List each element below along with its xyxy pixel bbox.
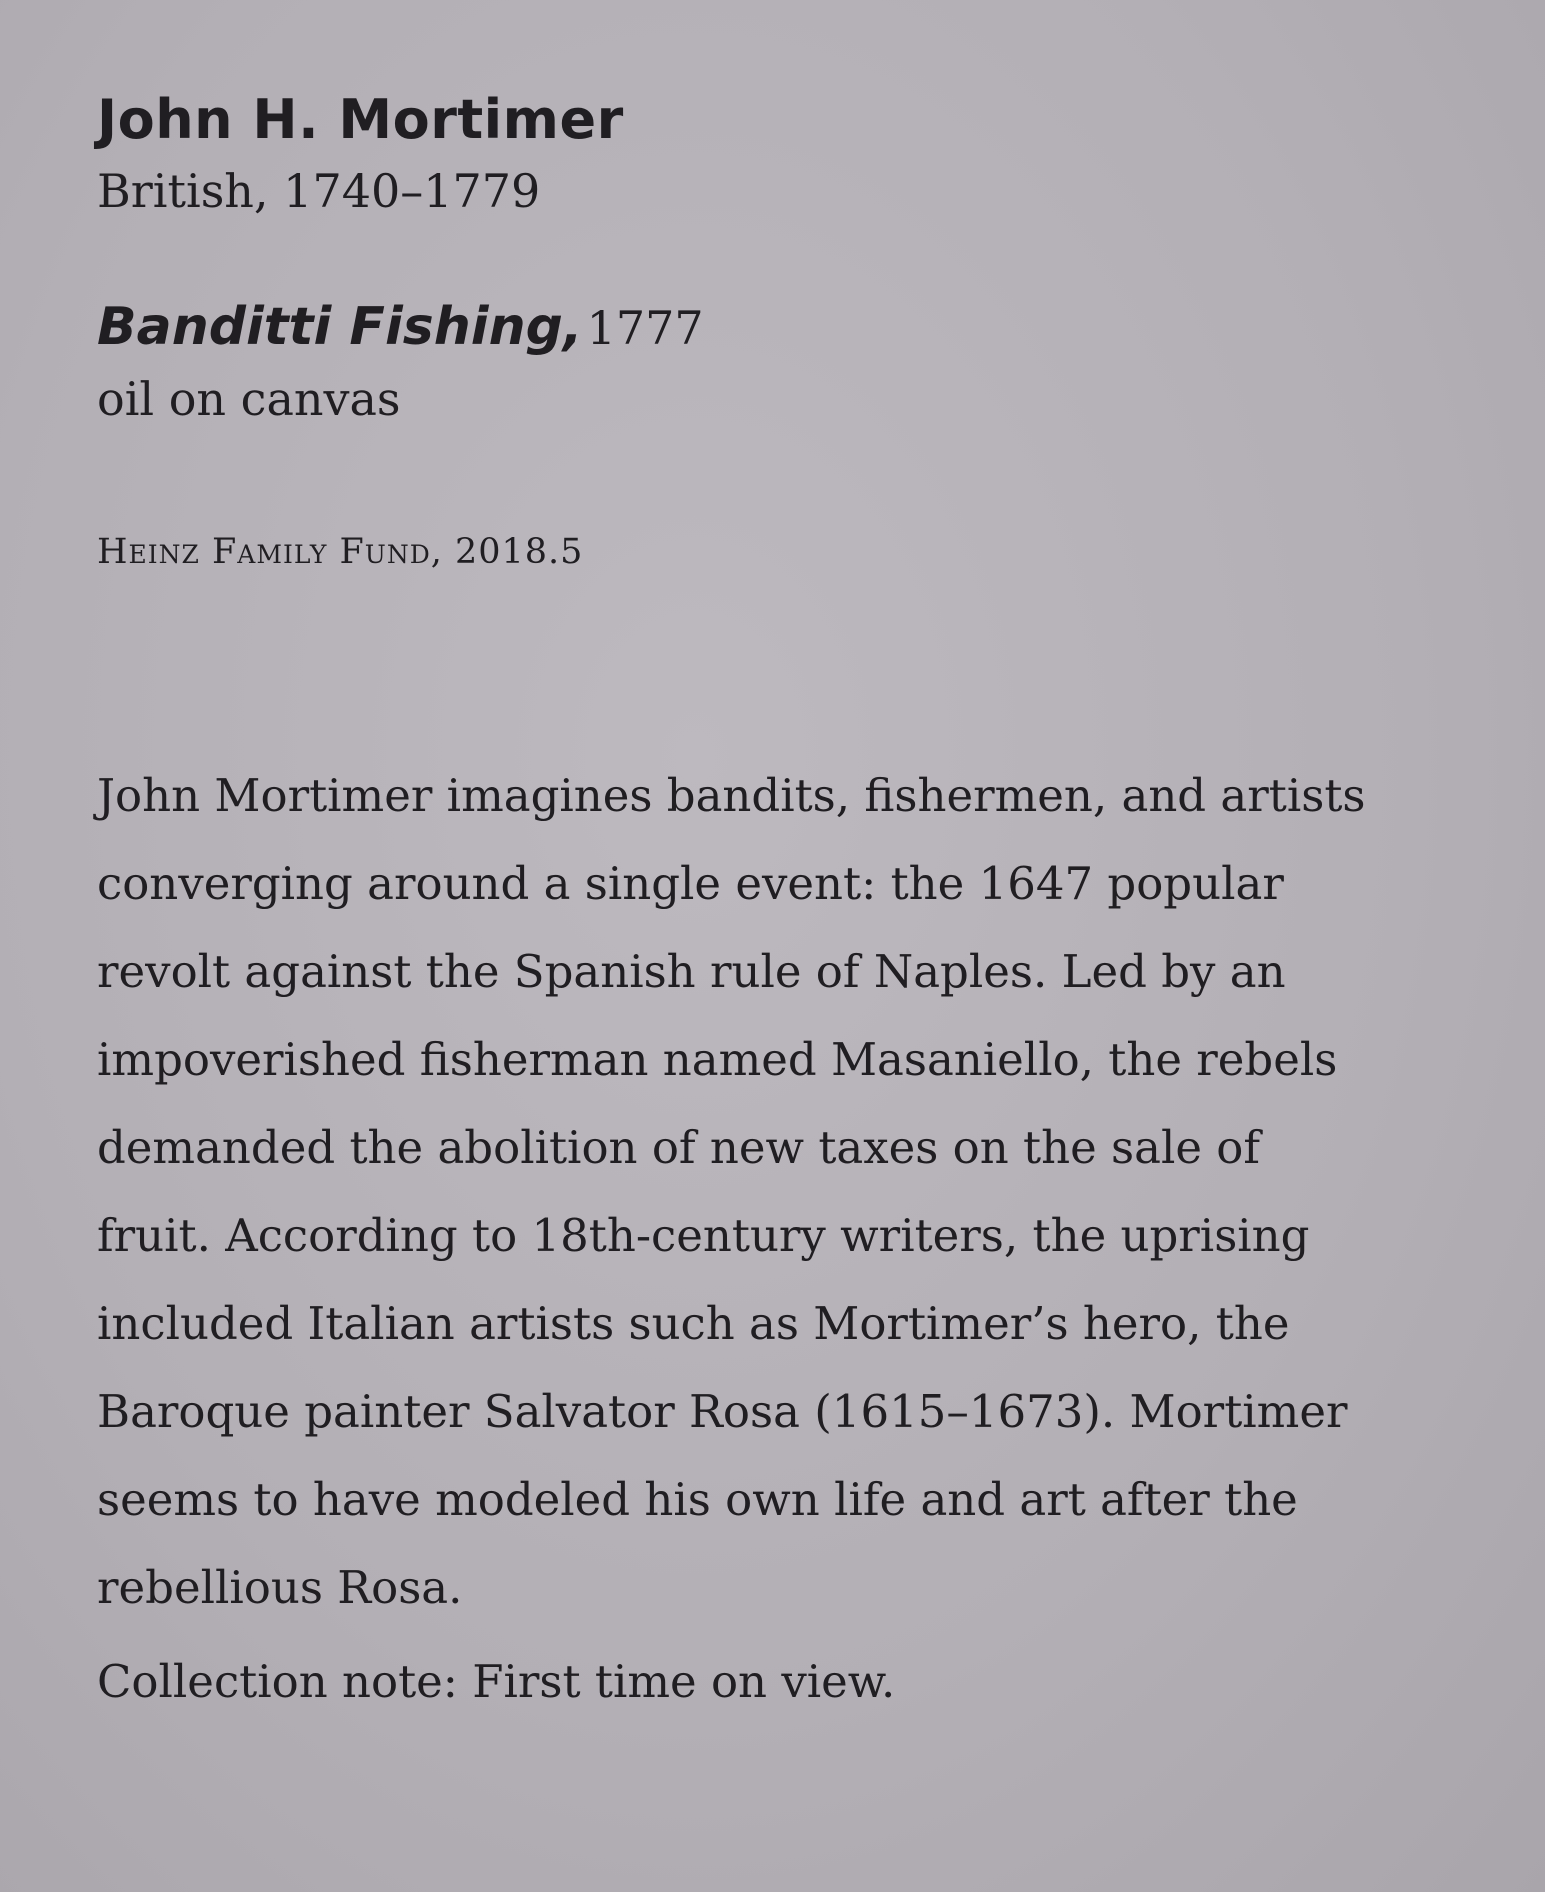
artist-nationality-dates: British, 1740–1779 <box>97 164 541 218</box>
artwork-year: 1777 <box>586 301 704 355</box>
credit-line: Heinz Family Fund, 2018.5 <box>97 532 584 572</box>
collection-note: Collection note: First time on view. <box>97 1655 896 1708</box>
description-line: seems to have modeled his own life and art after the <box>97 1473 1298 1526</box>
description-line: included Italian artists such as Mortimer’s hero, the <box>97 1297 1290 1350</box>
description-line: Baroque painter Salvator Rosa (1615–1673). Mortimer <box>97 1385 1348 1438</box>
description-line: converging around a single event: the 1647 popular <box>97 857 1284 910</box>
description-line: rebellious Rosa. <box>97 1561 463 1614</box>
artwork-title: Banditti Fishing, <box>97 297 583 357</box>
description-line: revolt against the Spanish rule of Naples. Led by an <box>97 945 1286 998</box>
artist-name: John H. Mortimer <box>97 88 624 151</box>
artwork-title-line <box>97 296 704 358</box>
description-line: fruit. According to 18th-century writers, the uprising <box>97 1209 1310 1262</box>
description-line: impoverished fisherman named Masaniello, the rebels <box>97 1033 1338 1086</box>
artwork-medium: oil on canvas <box>97 372 401 426</box>
description-line: demanded the abolition of new taxes on the sale of <box>97 1121 1261 1174</box>
description-paragraph <box>97 752 1517 1632</box>
description-line: John Mortimer imagines bandits, fishermen, and artists <box>97 769 1366 822</box>
